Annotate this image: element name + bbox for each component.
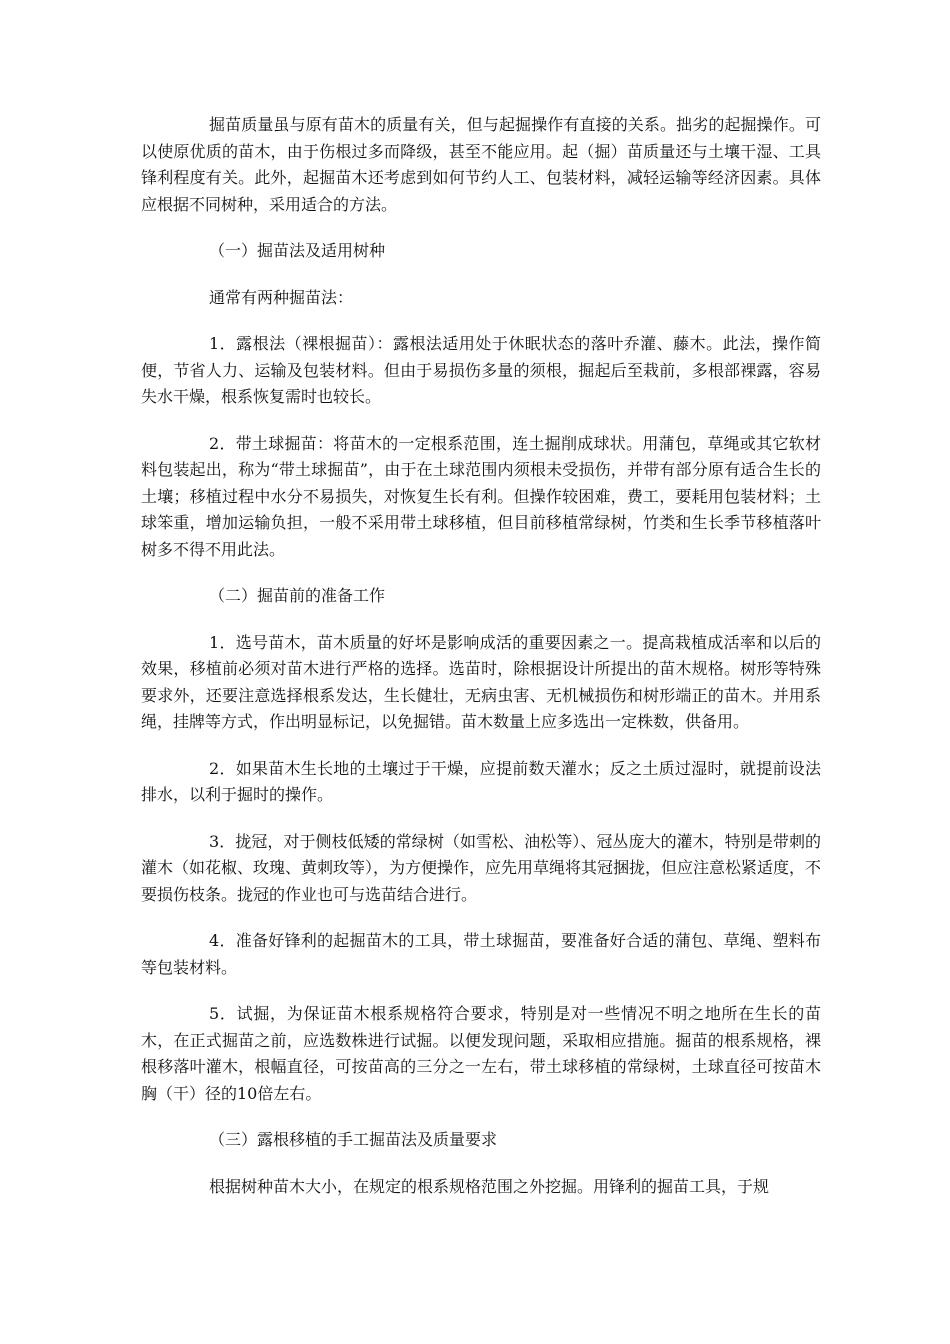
intro-paragraph: 掘苗质量虽与原有苗木的质量有关，但与起掘操作有直接的关系。拙劣的起掘操作。可以使原优质的苗木，由于伤根过多而降级，甚至不能应用。起（掘）苗质量还与土壤干湿、工具锋利程度有关。此外，起掘苗木还考虑到如何节约人工、包装材料，减轻运输等经济因素。具体应根据不同树种，采用适合的方法。	[141, 115, 821, 214]
prep-step-1-paragraph: 1．选号苗木，苗木质量的好坏是影响成活的重要因素之一。提高栽植成活率和以后的效果，移植前必须对苗木进行严格的选择。选苗时，除根据设计所提出的苗木规格。树形等特殊要求外，还要注意选择根系发达，生长健壮，无病虫害、无机械损伤和树形端正的苗木。并用系绳，挂牌等方式，作出明显标记，以免掘错。苗木数量上应多选出一定株数，供备用。	[141, 632, 821, 731]
section-heading-3: （三）露根移植的手工掘苗法及质量要求	[209, 1130, 498, 1149]
section-heading-2: （二）掘苗前的准备工作	[209, 586, 386, 605]
prep-step-3-paragraph: 3．拢冠，对于侧枝低矮的常绿树（如雪松、油松等）、冠丛庞大的灌木，特别是带刺的灌木（如花椒、玫瑰、黄刺玫等），为方便操作，应先用草绳将其冠捆拢，但应注意松紧适度，不要损伤枝条。拢冠的作业也可与选苗结合进行。	[141, 831, 822, 904]
prep-step-4-paragraph: 4．准备好锋利的起掘苗木的工具，带土球掘苗，要准备好合适的蒲包、草绳、塑料布等包装材料。	[141, 931, 821, 977]
prep-step-5-paragraph: 5．试掘，为保证苗木根系规格符合要求，特别是对一些情况不明之地所在生长的苗木，在正式掘苗之前，应选数株进行试掘。以便发现问题，采取相应措施。掘苗的根系规格，裸根移落叶灌木，根幅直径，可按苗高的三分之一左右，带土球移植的常绿树，土球直径可按苗木胸（干）径的10倍左右。	[141, 1004, 821, 1103]
method-bare-root-paragraph: 1．露根法（裸根掘苗）：露根法适用处于休眠状态的落叶乔灌、藤木。此法，操作简便，节省人力、运输及包装材料。但由于易损伤多量的须根，掘起后至栽前，多根部裸露，容易失水干燥，根系恢复需时也较长。	[141, 334, 821, 406]
document-page	[141, 112, 821, 1220]
prep-step-2-paragraph: 2．如果苗木生长地的土壤过于干燥，应提前数天灌水；反之土质过湿时，就提前设法排水，以利于掘时的操作。	[141, 758, 821, 804]
method-soil-ball-paragraph: 2．带土球掘苗：将苗木的一定根系范围，连土掘削成球状。用蒲包，草绳或其它软材料包装起出，称为“带土球掘苗”，由于在土球范围内须根未受损伤，并带有部分原有适合生长的土壤；移植过程中水分不易损失，对恢复生长有利。但操作较困难，费工，要耗用包装材料；土球笨重，增加运输负担，一般不采用带土球移植，但目前移植常绿树，竹类和生长季节移植落叶树多不得不用此法。	[141, 433, 821, 559]
methods-intro: 通常有两种掘苗法：	[209, 287, 354, 307]
section-heading-1: （一）掘苗法及适用树种	[209, 241, 386, 260]
bare-root-digging-paragraph: 根据树种苗木大小，在规定的根系规格范围之外挖掘。用锋利的掘苗工具，于规	[209, 1176, 770, 1196]
